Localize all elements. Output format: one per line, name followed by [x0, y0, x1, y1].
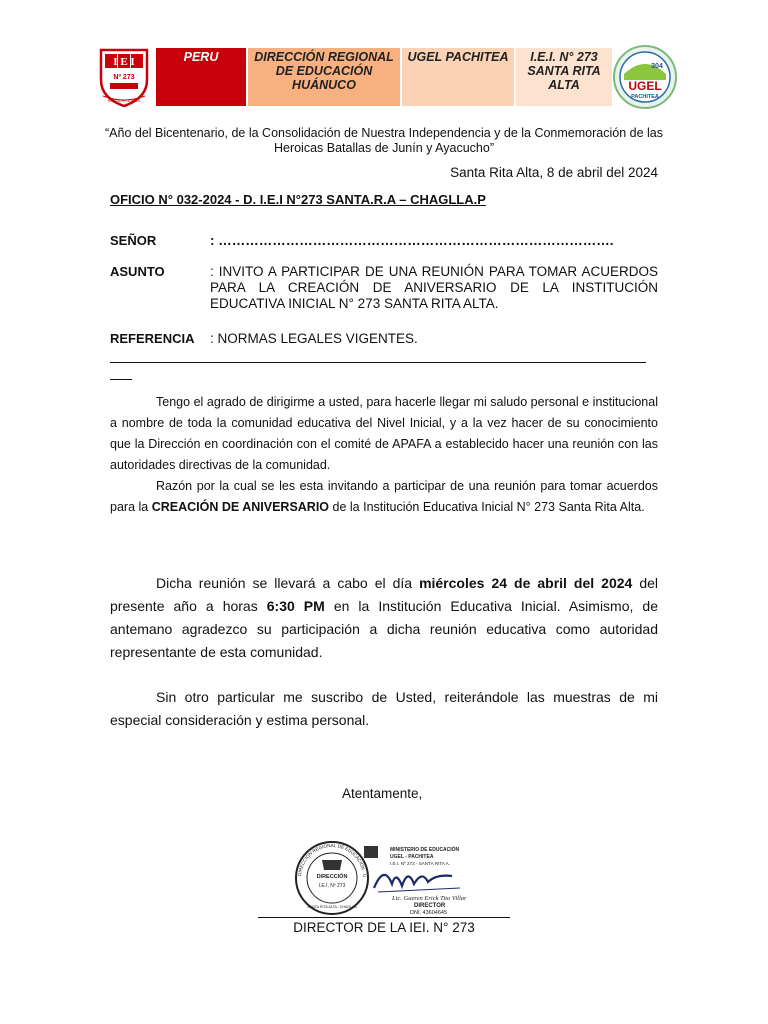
senor-label: SEÑOR: [110, 233, 157, 248]
year-motto: “Año del Bicentenario, de la Consolidación de Nuestra Independencia y de la Conmemoración de las Heroicas Batallas de Junín y Ayacucho”: [105, 126, 663, 155]
header-cell-iei: I.E.I. N° 273 SANTA RITA ALTA: [516, 48, 612, 106]
p3-text-c: del presente año a horas: [110, 575, 658, 614]
header-cell-direccion: DIRECCIÓN REGIONAL DE EDUCACIÓN HUÁNUCO: [248, 48, 400, 106]
seal-center-text: DIRECCIÓN: [316, 874, 348, 880]
body-paragraph-4: Sin otro particular me suscribo de Usted, reiterándole las muestras de mi especial consideración y estima personal.: [110, 689, 658, 728]
school-crest-logo: [95, 46, 153, 108]
stamp-line-3: I.E.I. Nº 273 - SANTA RITA A.: [390, 861, 450, 866]
asunto-label: ASUNTO: [110, 264, 165, 279]
crest-number: Nº 273: [113, 74, 135, 81]
stamp-director-title: DIRECTOR: [414, 903, 446, 909]
separator-line: [110, 362, 646, 363]
p3-bold-date: miércoles 24 de abril del 2024: [419, 575, 633, 591]
ugel-logo-number: 304: [651, 63, 663, 70]
closing-salutation: Atentamente,: [342, 786, 423, 801]
p3-text-a: Dicha reunión se llevará a cabo el día: [156, 575, 420, 591]
signature-line: [258, 917, 510, 918]
stamp-director-name: Lic. Gueren Erick Tito Villar: [392, 895, 467, 902]
separator-line-short: [110, 379, 132, 380]
letter-date: Santa Rita Alta, 8 de abril del 2024: [450, 165, 658, 180]
crest-bottom-text: SANTA RITA ALTA: [107, 98, 141, 103]
round-seal: [292, 840, 368, 914]
header-cell-peru: PERU: [156, 48, 246, 106]
seal-ring-text: DIRECCION REGIONAL DE EDUCACIÓN · U: [297, 842, 368, 878]
official-seals: [292, 840, 478, 916]
handwritten-signature: [374, 875, 452, 888]
letterhead: [95, 44, 683, 108]
director-stamp: [364, 845, 467, 916]
crest-letters: I E I: [113, 56, 135, 68]
signature-title: DIRECTOR DE LA IEI. N° 273: [293, 920, 475, 935]
ugel-logo-subtext: PACHITEA: [631, 94, 659, 100]
stamp-dni: DNI. 43604645: [410, 910, 447, 916]
body-paragraph-2: [110, 476, 658, 518]
p3-bold-time: 6:30 PM: [266, 598, 325, 614]
senor-value: : …………………………………………………………………………….: [210, 233, 614, 248]
body-paragraph-3: [110, 572, 658, 664]
p2-text-a: Razón por la cual se les esta invitando a participar de una reunión para tomar acuerdos para la: [110, 479, 658, 514]
ugel-pachitea-logo: [612, 44, 678, 110]
p2-text-c: de la Institución Educativa Inicial N° 273 Santa Rita Alta.: [329, 500, 645, 514]
referencia-value: : NORMAS LEGALES VIGENTES.: [210, 331, 418, 346]
ugel-logo-text: UGEL: [628, 79, 662, 93]
referencia-label: REFERENCIA: [110, 331, 195, 346]
stamp-line-1: MINISTERIO DE EDUCACIÓN: [390, 847, 460, 853]
header-cell-ugel: UGEL PACHITEA: [402, 48, 514, 106]
body-paragraph-1: Tengo el agrado de dirigirme a usted, para hacerle llegar mi saludo personal e institucional a nombre de toda la comunidad educativa del Nivel Inicial, y a la vez hacer de su conocimiento que la Dirección en coordinación con el comité de APAFA a establecido hacer una reunión con las autoridades directivas de la comunidad.: [110, 395, 658, 472]
p2-bold: CREACIÓN DE ANIVERSARIO: [151, 500, 330, 514]
stamp-line-2: UGEL - PACHITEA: [390, 854, 434, 860]
seal-bottom-text: SANTA RITA ALTA - CHAGLLA: [307, 905, 357, 909]
document-reference-number: OFICIO N° 032-2024 - D. I.E.I N°273 SANTA.R.A – CHAGLLA.P: [110, 192, 486, 207]
seal-mid-text: I.E.I. Nº 273: [318, 883, 346, 889]
p3-text-e: en la Institución Educativa Inicial. Asimismo, de antemano agradezco su participación a dicha reunión educativa como autoridad representante de esta comunidad.: [110, 598, 658, 660]
asunto-value: : INVITO A PARTICIPAR DE UNA REUNIÓN PARA TOMAR ACUERDOS PARA LA CREACIÓN DE ANIVERSARIO DE LA INSTITUCIÓN EDUCATIVA INICIAL N° 273 SANTA RITA ALTA.: [210, 264, 658, 311]
